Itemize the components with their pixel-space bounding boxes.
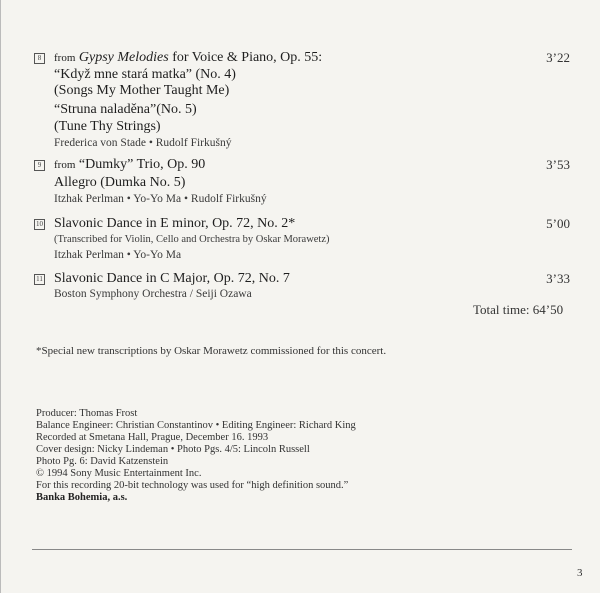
divider-rule xyxy=(32,549,572,550)
track-duration: 3’53 xyxy=(546,157,570,172)
song-title: “Když mne stará matka” (No. 4) xyxy=(54,67,236,82)
from-label: from xyxy=(54,159,76,171)
credit-line: © 1994 Sony Music Entertainment Inc. xyxy=(36,468,202,479)
sponsor-credit: Banka Bohemia, a.s. xyxy=(36,492,128,503)
movement-title: Allegro xyxy=(54,175,97,190)
credit-line: Balance Engineer: Christian Constantinov • Editing Engineer: Richard King xyxy=(36,420,356,431)
page-number: 3 xyxy=(577,567,583,579)
work-title: Gypsy Melodies xyxy=(78,50,169,65)
track-title: Slavonic Dance in C Major, Op. 72, No. 7 xyxy=(54,271,290,286)
from-label: from xyxy=(54,52,76,64)
track-title-line xyxy=(54,50,322,66)
song-translation: (Songs My Mother Taught Me) xyxy=(54,83,230,98)
performers: Frederica von Stade • Rudolf Firkušný xyxy=(54,137,232,149)
total-time: Total time: 64’50 xyxy=(473,302,564,317)
page-edge xyxy=(0,0,1,593)
track-number-box: 8 xyxy=(34,53,45,64)
movement-detail: (Dumka No. 5) xyxy=(96,175,186,190)
track-duration: 3’22 xyxy=(546,50,570,65)
credit-line: Photo Pg. 6: David Katzenstein xyxy=(36,456,169,467)
track-title: Slavonic Dance in E minor, Op. 72, No. 2* xyxy=(54,216,296,231)
song-translation: (Tune Thy Strings) xyxy=(54,119,161,134)
track-number-box: 10 xyxy=(36,220,43,228)
track-duration: 5’00 xyxy=(546,216,570,231)
performers: Itzhak Perlman • Yo-Yo Ma • Rudolf Firkušný xyxy=(54,193,267,205)
credits-block xyxy=(36,408,356,504)
track-number-box: 9 xyxy=(34,160,45,171)
track-title-line xyxy=(54,157,205,173)
movement-line xyxy=(54,175,185,191)
track-duration: 3’33 xyxy=(546,271,570,286)
credit-line: Producer: Thomas Frost xyxy=(36,408,138,419)
footnote: *Special new transcriptions by Oskar Morawetz commissioned for this concert. xyxy=(36,345,387,357)
track-number-box: 11 xyxy=(34,274,45,285)
work-subtitle: for Voice & Piano, Op. 55: xyxy=(168,50,323,65)
credit-line: Cover design: Nicky Lindeman • Photo Pgs. 4/5: Lincoln Russell xyxy=(36,444,310,455)
song-title: “Struna naladěna”(No. 5) xyxy=(54,102,197,117)
work-title: “Dumky” Trio, Op. 90 xyxy=(78,157,206,172)
performers: Itzhak Perlman • Yo-Yo Ma xyxy=(54,249,182,261)
credit-line: Recorded at Smetana Hall, Prague, December 16. 1993 xyxy=(36,432,269,443)
performers: Boston Symphony Orchestra / Seiji Ozawa xyxy=(54,288,252,300)
credit-line: For this recording 20-bit technology was used for “high definition sound.” xyxy=(36,480,349,491)
transcription-note: (Transcribed for Violin, Cello and Orchestra by Oskar Morawetz) xyxy=(54,234,330,245)
